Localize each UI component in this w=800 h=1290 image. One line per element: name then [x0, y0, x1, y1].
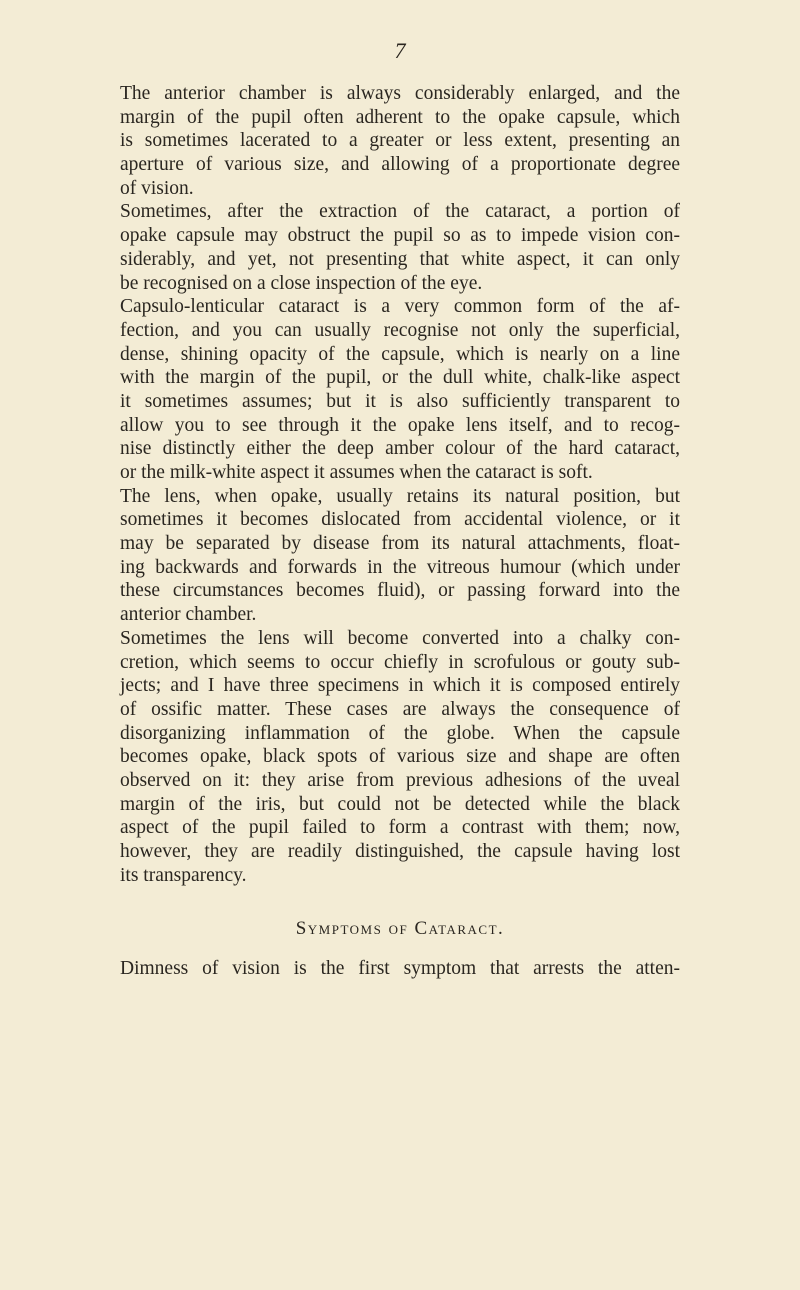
text-line: aspect of the pupil failed to form a contrast with them; now,	[120, 817, 680, 839]
text-line: sometimes it becomes dislocated from accidental violence, or it	[120, 509, 680, 531]
text-line: ing backwards and forwards in the vitreous humour (which under	[120, 556, 680, 578]
text-line: siderably, and yet, not presenting that white aspect, it can only	[120, 248, 680, 270]
text-line: Capsulo-lenticular cataract is a very common form of the af-	[120, 296, 680, 318]
text-line: or the milk-white aspect it assumes when the cataract is soft.	[120, 462, 593, 483]
text-line: of vision.	[120, 177, 194, 199]
text-line: be recognised on a close inspection of the eye.	[120, 272, 483, 294]
text-line: disorganizing inflammation of the globe. When the capsule	[120, 722, 680, 744]
text-line: observed on it: they arise from previous adhesions of the uveal	[120, 769, 680, 791]
text-line: fection, and you can usually recognise not only the superficial,	[120, 319, 680, 341]
text-line: is sometimes lacerated to a greater or less extent, presenting an	[120, 130, 680, 152]
text-line: becomes opake, black spots of various size and shape are often	[120, 746, 680, 768]
text-line: these circumstances becomes fluid), or passing forward into the	[120, 580, 680, 602]
text-line: of ossific matter. These cases are always the consequence of	[120, 698, 680, 720]
text-line: margin of the iris, but could not be detected while the black	[120, 793, 680, 815]
text-line: The anterior chamber is always considerably enlarged, and the	[120, 83, 680, 104]
text-line: opake capsule may obstruct the pupil so as to impede vision con-	[120, 225, 680, 247]
text-line: Sometimes the lens will become converted into a chalky con-	[120, 627, 680, 649]
text-line: Dimness of vision is the first symptom that arrests the atten-	[120, 958, 680, 980]
text-line: dense, shining opacity of the capsule, which is nearly on a line	[120, 343, 680, 365]
page-number: 7	[394, 38, 406, 63]
text-line: cretion, which seems to occur chiefly in scrofulous or gouty sub-	[120, 651, 680, 673]
text-line: anterior chamber.	[120, 604, 257, 626]
text-line: it sometimes assumes; but it is also sufficiently transparent to	[120, 390, 680, 412]
body-text	[120, 82, 680, 981]
text-line: margin of the pupil often adherent to the opake capsule, which	[120, 106, 680, 128]
text-line: nise distinctly either the deep amber colour of the hard cataract,	[120, 438, 680, 460]
text-line: may be separated by disease from its natural attachments, float-	[120, 533, 680, 555]
text-line: aperture of various size, and allowing of a proportionate degree	[120, 154, 680, 176]
text-line: Sometimes, after the extraction of the cataract, a portion of	[120, 201, 680, 223]
section-heading: Symptoms of Cataract.	[295, 918, 505, 940]
text-line: The lens, when opake, usually retains its natural position, but	[120, 485, 680, 507]
text-line: allow you to see through it the opake lens itself, and to recog-	[120, 414, 680, 436]
text-line: however, they are readily distinguished, the capsule having lost	[120, 841, 680, 862]
text-line: its transparency.	[120, 864, 247, 886]
text-line: with the margin of the pupil, or the dull white, chalk-like aspect	[120, 367, 680, 389]
text-line: jects; and I have three specimens in which it is composed entirely	[120, 675, 680, 697]
